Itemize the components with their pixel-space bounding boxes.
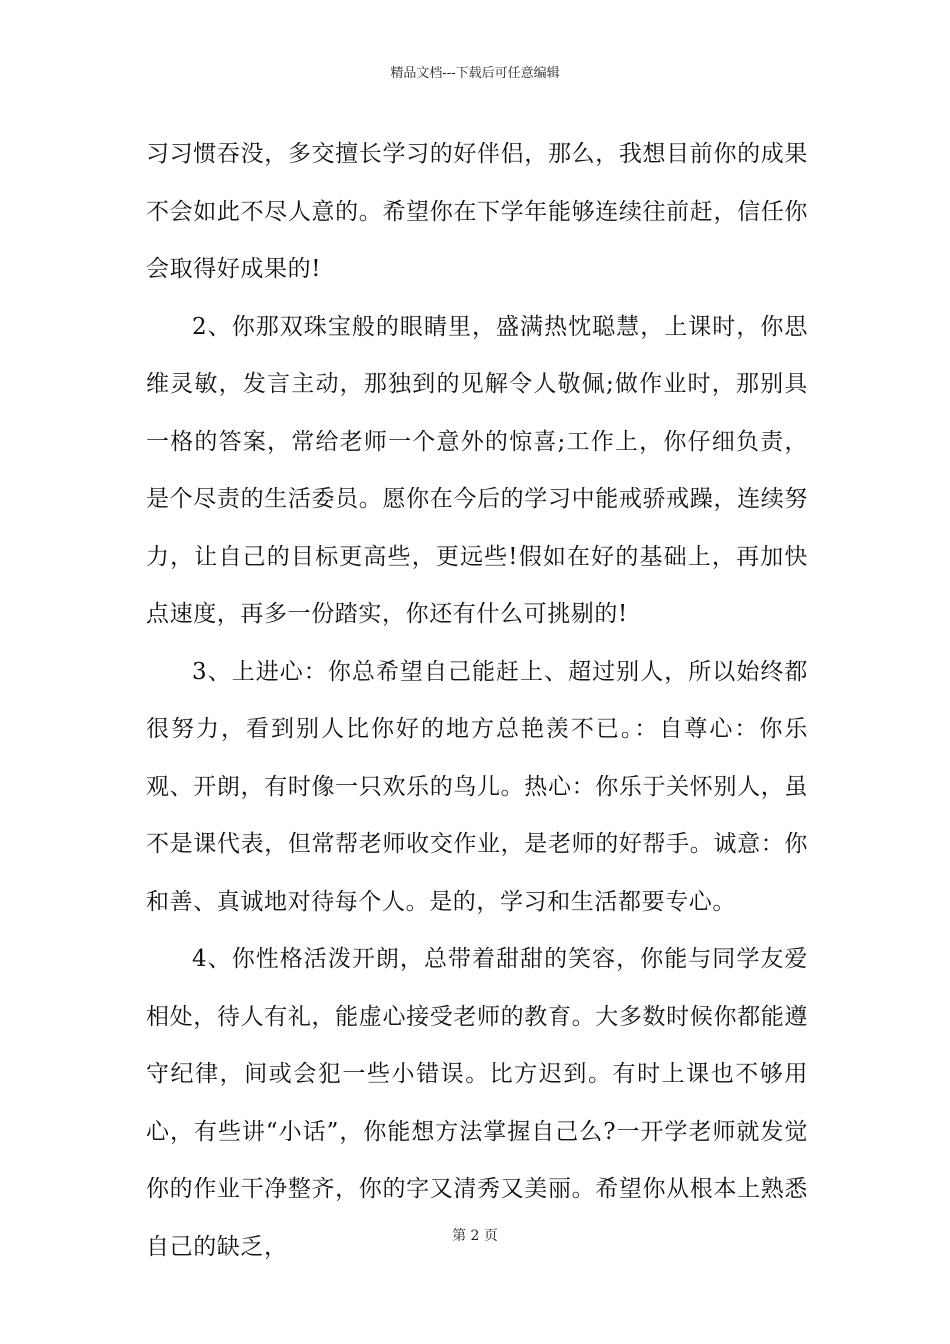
paragraph-item-3: 3、上进心：你总希望自己能赶上、超过别人，所以始终都很努力，看到别人比你好的地方总艳羡不已。：自尊心：你乐观、开朗，有时像一只欢乐的鸟儿。热心：你乐于关怀别人，虽不是课代表，但常帮老师收交作业，是老师的好帮手。诚意：你和善、真诚地对待每个人。是的，学习和生活都要专心。	[146, 658, 808, 915]
page-header: 精品文档---下载后可任意编辑	[390, 66, 560, 81]
paragraph-item-2: 2、你那双珠宝般的眼睛里，盛满热忱聪慧，上课时，你思维灵敏，发言主动，那独到的见解令人敬佩;做作业时，那别具一格的答案，常给老师一个意外的惊喜;工作上，你仔细负责，是个尽责的生活委员。愿你在今后的学习中能戒骄戒躁，连续努力，让自己的目标更高些，更远些!假如在好的基础上，再加快点速度，再多一份踏实，你还有什么可挑剔的!	[146, 313, 808, 627]
document-body	[146, 126, 808, 1276]
paragraph-item-4: 4、你性格活泼开朗，总带着甜甜的笑容，你能与同学友爱相处，待人有礼，能虚心接受老师的教育。大多数时候你都能遵守纪律，间或会犯一些小错误。比方迟到。有时上课也不够用心，有些讲“小话”，你能想方法掌握自己么?一开学老师就发觉你的作业干净整齐，你的字又清秀又美丽。希望你从根本上熟悉自己的缺乏，	[146, 946, 808, 1260]
page-number: 第 2 页	[452, 1228, 498, 1244]
paragraph-continuation: 习习惯吞没，多交擅长学习的好伴侣，那么，我想目前你的成果不会如此不尽人意的。希望你在下学年能够连续往前赶，信任你会取得好成果的!	[146, 141, 808, 282]
